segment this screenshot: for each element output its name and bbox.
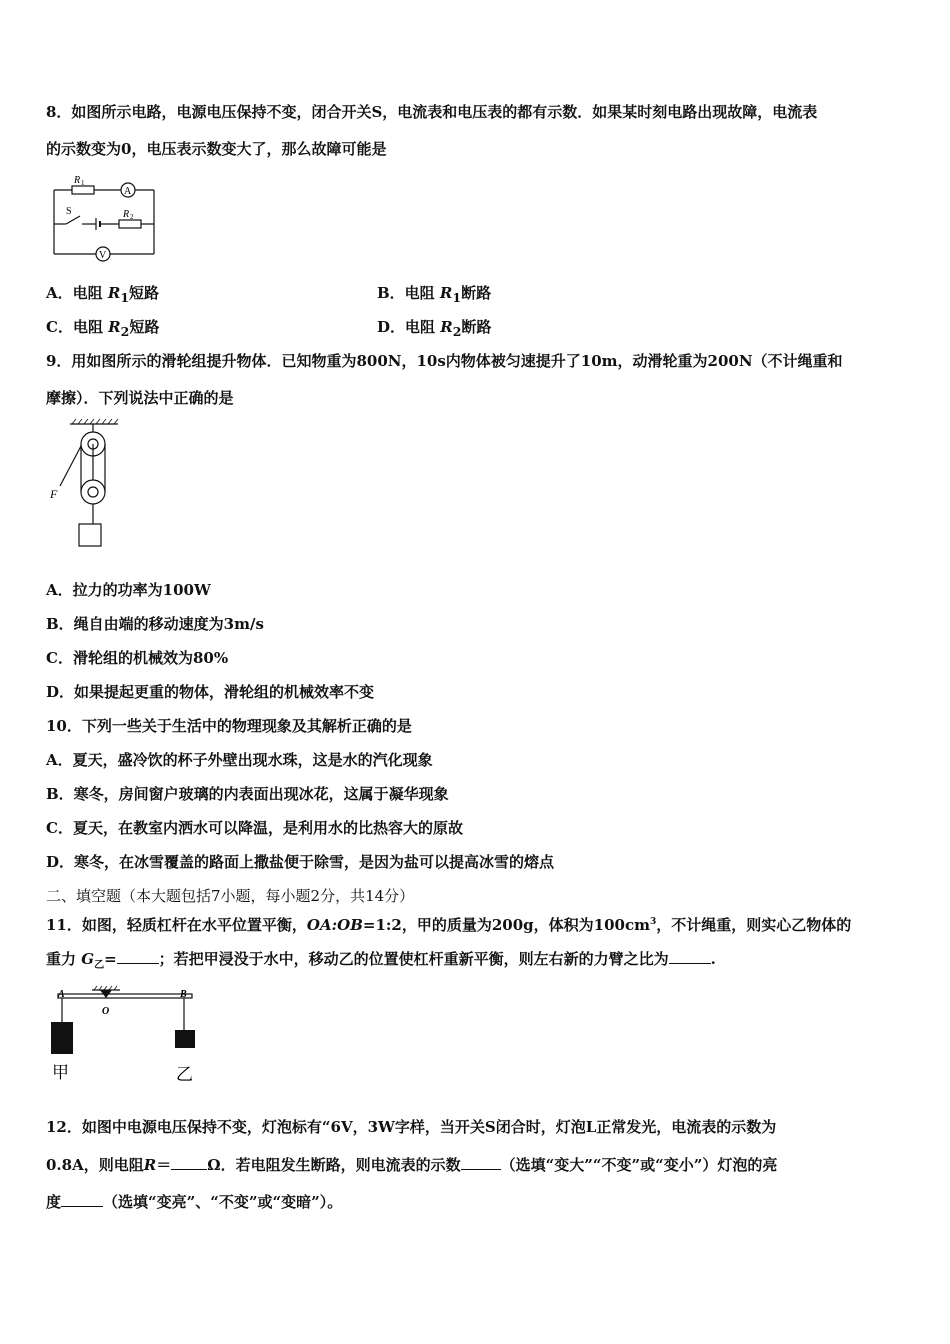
- r1-label: R: [74, 175, 81, 186]
- q10-option-b[interactable]: B．寒冬，房间窗户玻璃的内表面出现冰花，这属于凝华现象: [46, 785, 449, 803]
- q9-option-d[interactable]: D．如果提起更重的物体，滑轮组的机械效率不变: [46, 683, 375, 701]
- r1-sub: 1: [81, 179, 85, 187]
- lever-bar: [58, 994, 192, 998]
- r2-sub: 2: [130, 213, 134, 221]
- load-block: [79, 524, 101, 546]
- point-b-label: B: [180, 989, 187, 1000]
- switch-icon: [66, 216, 80, 224]
- q9-option-b[interactable]: B．绳自由端的移动速度为3m/s: [46, 615, 264, 633]
- q10-stem: 10．下列一些关于生活中的物理现象及其解析正确的是: [46, 717, 412, 735]
- q10-option-d[interactable]: D．寒冬，在冰雪覆盖的路面上撒盐便于除雪，是因为盐可以提高冰雪的熔点: [46, 853, 555, 871]
- voltmeter-label: V: [99, 250, 107, 261]
- q11-blank-2[interactable]: [669, 949, 711, 964]
- point-a-label: A: [58, 989, 65, 1000]
- r2-label: R: [123, 209, 130, 220]
- yi-label: 乙: [176, 1065, 193, 1084]
- q9-stem-line2: 摩擦）．下列说法中正确的是: [46, 389, 234, 407]
- q8-stem-line1: 8．如图所示电路，电源电压保持不变，闭合开关S，电流表和电压表的都有示数．如果某时刻电路出现故障，电流表: [46, 103, 818, 121]
- section2-heading: 二、填空题（本大题包括7小题，每小题2分，共14分）: [46, 887, 415, 905]
- q11-blank-1[interactable]: [117, 949, 159, 964]
- q8-option-c[interactable]: C．电阻 $R_2$短路: [46, 318, 160, 339]
- q9-option-c[interactable]: C．滑轮组的机械效为80%: [46, 649, 229, 667]
- q12-stem-line3: 度 （选填“变亮”、“不变”或“变暗”）。: [46, 1193, 343, 1211]
- q11-lever-figure: [44, 984, 204, 1086]
- movable-pulley-icon: [81, 480, 105, 504]
- q11-stem-line1: 11．如图，轻质杠杆在水平位置平衡，OA:OB=1:2，甲的质量为200g，体积为$100cm^3$，不计绳重，则实心乙物体的: [46, 916, 852, 934]
- block-yi: [175, 1030, 195, 1048]
- block-jia: [51, 1022, 73, 1054]
- q8-option-d[interactable]: D．电阻 $R_2$断路: [377, 318, 492, 339]
- q9-stem-line1: 9．用如图所示的滑轮组提升物体．已知物重为800N，10s内物体被匀速提升了10m，动滑轮重为200N（不计绳重和: [46, 352, 843, 370]
- point-o-label: O: [102, 1006, 110, 1017]
- q8-circuit-figure: [44, 172, 164, 264]
- q12-blank-3[interactable]: [61, 1192, 103, 1207]
- q8-option-b[interactable]: B．电阻 $R_1$断路: [377, 284, 492, 305]
- q10-option-a[interactable]: A．夏天，盛冷饮的杯子外壁出现水珠，这是水的汽化现象: [46, 751, 433, 769]
- r1-resistor: [72, 186, 94, 194]
- ammeter-label: A: [124, 186, 132, 197]
- q10-option-c[interactable]: C．夏天，在教室内洒水可以降温，是利用水的比热容大的原故: [46, 819, 463, 837]
- switch-label: S: [66, 206, 72, 217]
- q8-option-a[interactable]: A．电阻 $R_1$短路: [46, 284, 160, 305]
- q9-pulley-figure: [46, 418, 126, 554]
- q8-stem-line2: 的示数变为0，电压表示数变大了，那么故障可能是: [46, 140, 387, 158]
- q12-blank-1[interactable]: [171, 1155, 207, 1170]
- force-label: F: [50, 487, 58, 501]
- q12-stem-line1: 12．如图中电源电压保持不变，灯泡标有“6V，3W字样，当开关S闭合时，灯泡L正常发光，电流表的示数为: [46, 1118, 777, 1136]
- q11-stem-line2: 重力 $G_乙=$ ；若把甲浸没于水中，移动乙的位置使杠杆重新平衡，则左右新的力臂之比为 .: [46, 950, 716, 971]
- q12-blank-2[interactable]: [461, 1155, 501, 1170]
- q12-stem-line2: 0.8A，则电阻R＝ Ω．若电阻发生断路，则电流表的示数 （选填“变大”“不变”或“变小”）灯泡的亮: [46, 1156, 778, 1174]
- jia-label: 甲: [52, 1063, 69, 1082]
- r2-resistor: [119, 220, 141, 228]
- q9-option-a[interactable]: A．拉力的功率为100W: [46, 581, 211, 599]
